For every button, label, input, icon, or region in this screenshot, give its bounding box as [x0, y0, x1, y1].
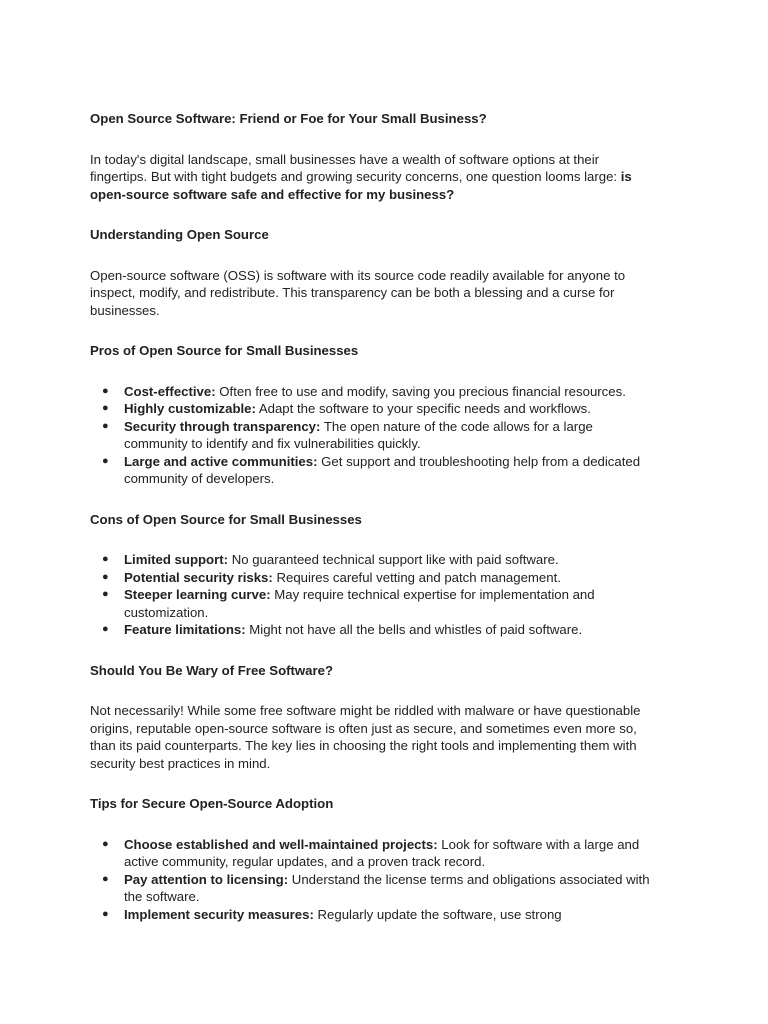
- understanding-heading: Understanding Open Source: [90, 227, 269, 242]
- list-item: [90, 453, 658, 488]
- wary-paragraph: Not necessarily! While some free software might be riddled with malware or have questionable origins, reputable open-source software is often just as secure, and sometimes even more so, than its paid counterparts. The key lies in choosing the right tools and implementing them with security best practices in mind.: [90, 703, 641, 771]
- cons-list: [90, 551, 658, 639]
- item-text: No guaranteed technical support like with paid software.: [228, 552, 559, 567]
- bullet-icon: ●: [102, 454, 109, 467]
- bullet-icon: ●: [102, 553, 109, 565]
- bullet-icon: ●: [102, 623, 109, 635]
- list-item: [90, 418, 658, 453]
- item-label: Cost-effective:: [124, 383, 216, 399]
- item-label: Highly customizable:: [124, 401, 256, 416]
- item-text: Regularly update the software, use strong: [313, 906, 562, 922]
- item-text: Adapt the software to your specific needs and workflows.: [255, 401, 591, 416]
- bullet-icon: ●: [102, 872, 109, 885]
- list-item: [90, 551, 658, 569]
- wary-heading: Should You Be Wary of Free Software?: [90, 662, 334, 678]
- list-item: [90, 400, 658, 418]
- item-label: Steeper learning curve:: [124, 587, 271, 602]
- pros-list: [90, 383, 658, 488]
- item-text: Often free to use and modify, saving you precious financial resources.: [215, 383, 626, 399]
- tips-heading: Tips for Secure Open-Source Adoption: [90, 796, 334, 811]
- intro-bold-question: is open-source software safe and effective for my business?: [90, 169, 632, 202]
- item-text: Understand the license terms and obligations associated with the software.: [124, 871, 650, 904]
- list-item: [90, 569, 658, 587]
- understanding-paragraph: Open-source software (OSS) is software with its source code readily available for anyone to inspect, modify, and redistribute. This transparency can be both a blessing and a curse for businesses.: [90, 267, 626, 318]
- item-label: Large and active communities:: [124, 453, 318, 469]
- item-label: Limited support:: [124, 552, 229, 567]
- bullet-icon: ●: [102, 837, 109, 850]
- item-text: Might not have all the bells and whistles of paid software.: [245, 622, 583, 637]
- item-text: The open nature of the code allows for a large community to identify and fix vulnerabilities quickly.: [124, 418, 593, 451]
- list-item: [90, 906, 658, 924]
- bullet-icon: ●: [102, 384, 109, 397]
- document-title: Open Source Software: Friend or Foe for Your Small Business?: [90, 111, 487, 126]
- bullet-icon: ●: [102, 570, 109, 583]
- item-text: Get support and troubleshooting help from a dedicated community of developers.: [124, 453, 641, 486]
- bullet-icon: ●: [102, 588, 109, 600]
- item-text: Look for software with a large and active community, regular updates, and a proven track record.: [124, 836, 640, 869]
- cons-heading: Cons of Open Source for Small Businesses: [90, 511, 362, 527]
- item-label: Potential security risks:: [124, 569, 273, 585]
- intro-text: In today's digital landscape, small businesses have a wealth of software options at their fingertips. But with tight budgets and growing security concerns, one question looms large:: [90, 151, 621, 184]
- item-label: Pay attention to licensing:: [124, 871, 289, 887]
- item-text: May require technical expertise for implementation and customization.: [124, 587, 595, 620]
- bullet-icon: ●: [102, 402, 109, 414]
- item-label: Implement security measures:: [124, 906, 314, 922]
- tips-list: [90, 836, 658, 924]
- list-item: [90, 586, 658, 621]
- list-item: [90, 383, 658, 401]
- item-label: Feature limitations:: [124, 622, 246, 637]
- item-label: Choose established and well-maintained projects:: [124, 836, 438, 852]
- list-item: [90, 871, 658, 906]
- list-item: [90, 836, 658, 871]
- bullet-icon: ●: [102, 907, 109, 920]
- pros-heading: Pros of Open Source for Small Businesses: [90, 343, 359, 358]
- intro-paragraph: [90, 151, 658, 204]
- item-text: Requires careful vetting and patch management.: [272, 569, 561, 585]
- list-item: [90, 621, 658, 639]
- bullet-icon: ●: [102, 419, 109, 432]
- item-label: Security through transparency:: [124, 418, 321, 434]
